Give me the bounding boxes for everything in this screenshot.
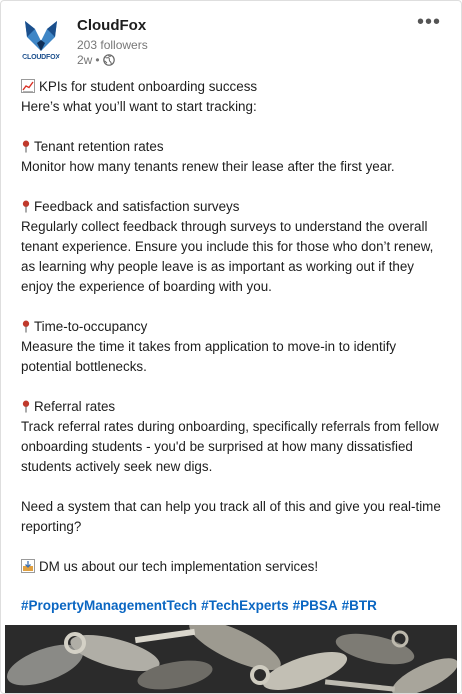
kpi3-heading — [21, 317, 449, 337]
kpi3-desc: Measure the time it takes from application to move-in to identify potential bottlenecks. — [21, 339, 397, 374]
post-meta — [77, 53, 115, 67]
post-image-keys[interactable] — [5, 625, 457, 693]
hashtag-row — [21, 598, 377, 613]
meta-separator: • — [95, 53, 100, 67]
chart-increasing-icon — [21, 79, 35, 93]
kpi4-heading — [21, 397, 449, 417]
cta-dm: DM us about our tech implementation services! — [39, 559, 319, 574]
inbox-tray-icon — [21, 559, 35, 573]
hashtag-link[interactable]: #BTR — [341, 598, 377, 613]
kpi3-title: Time-to-occupancy — [34, 319, 148, 334]
kpi4-title: Referral rates — [34, 399, 116, 414]
kpi1-heading — [21, 137, 449, 157]
hashtag-link[interactable]: #PBSA — [292, 598, 338, 613]
round-pushpin-icon — [21, 320, 31, 333]
intro-line — [21, 77, 449, 97]
kpi4-desc: Track referral rates during onboarding, specifically referrals from fellow onboarding students - you'd be surprised at how many dissatisfied students actively seek new digs. — [21, 419, 439, 474]
kpi2-title: Feedback and satisfaction surveys — [34, 199, 240, 214]
cta-question: Need a system that can help you track all of this and give you real-time reporting? — [21, 499, 441, 534]
fox-logo-icon — [21, 15, 61, 55]
follower-count: 203 followers — [77, 38, 148, 52]
intro-sub: Here’s what you’ll want to start tracking: — [21, 99, 257, 114]
keys-photo-image — [5, 625, 457, 693]
post-time: 2w — [77, 53, 93, 67]
intro-title: KPIs for student onboarding success — [39, 79, 258, 94]
company-name[interactable]: CloudFox — [77, 17, 147, 34]
company-logo-avatar[interactable] — [15, 13, 67, 65]
more-options-button[interactable]: ••• — [416, 11, 441, 33]
round-pushpin-icon — [21, 400, 31, 413]
kpi2-heading — [21, 197, 449, 217]
hashtag-link[interactable]: #PropertyManagementTech — [21, 598, 198, 613]
avatar-brand-text: CLOUDFOX — [22, 54, 60, 61]
globe-icon — [103, 54, 115, 66]
cta-dm-line — [21, 557, 449, 577]
kpi1-title: Tenant retention rates — [34, 139, 164, 154]
kpi2-desc: Regularly collect feedback through surveys to understand the overall tenant experience. Ensure you include this for those who don’t renew, as learning why people leave is as important as working out if they enjoy the experience of boarding with you. — [21, 219, 434, 294]
hashtag-link[interactable]: #TechExperts — [201, 598, 289, 613]
post-text — [21, 77, 449, 577]
round-pushpin-icon — [21, 140, 31, 153]
round-pushpin-icon — [21, 200, 31, 213]
post-header — [15, 13, 445, 73]
kpi1-desc: Monitor how many tenants renew their lease after the first year. — [21, 159, 395, 174]
